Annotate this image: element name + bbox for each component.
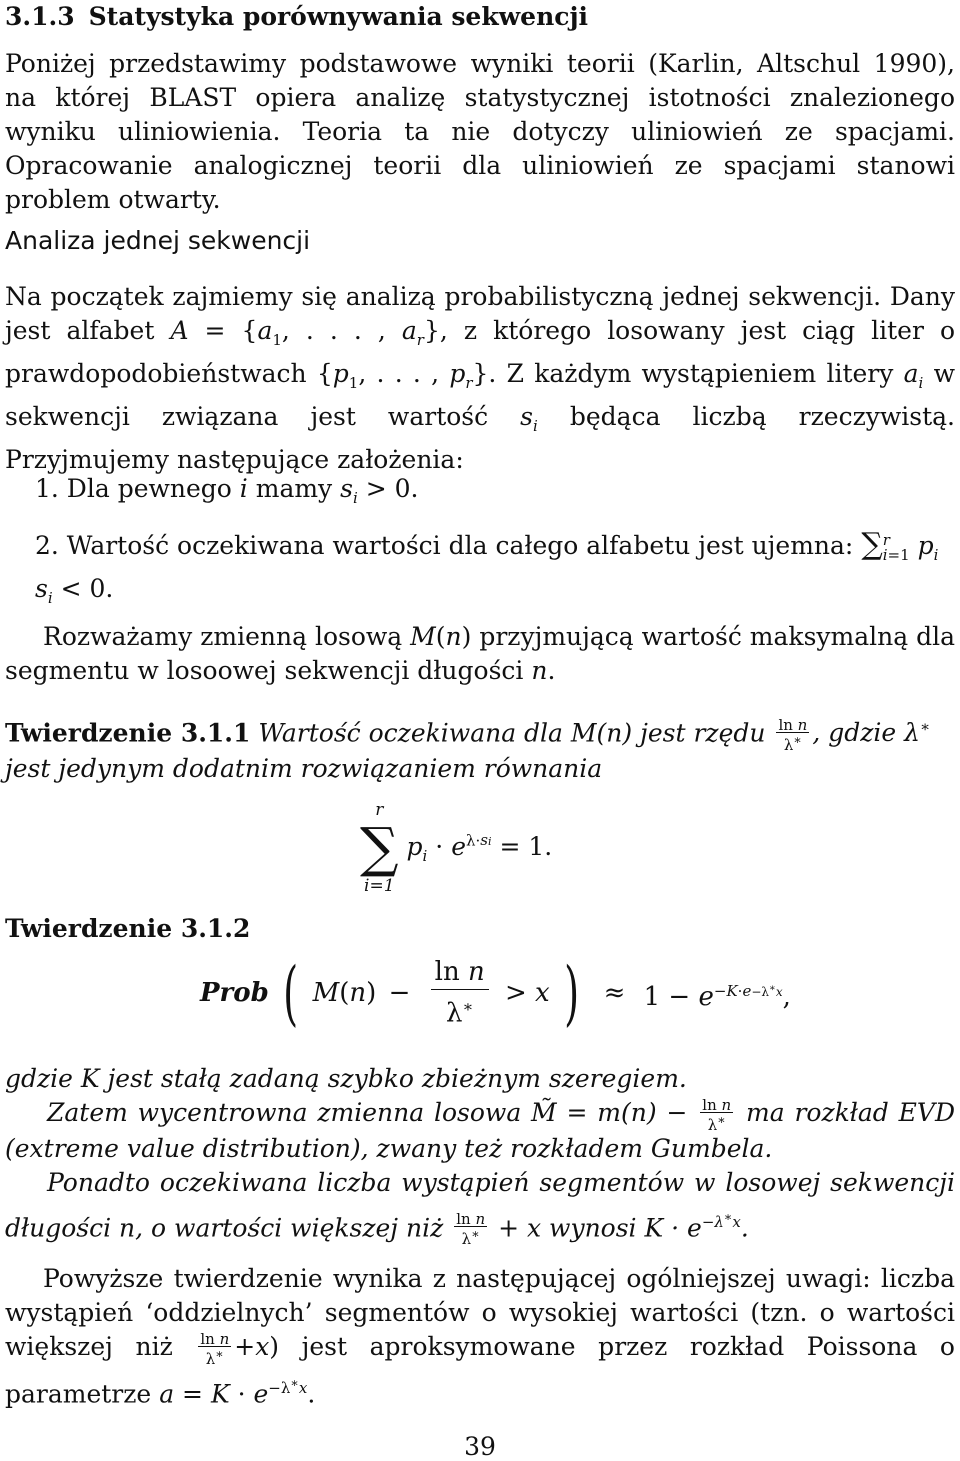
assumption-1: 1. Dla pewnego i mamy $s_i > 0$. — [35, 474, 419, 507]
subsection-title: Analiza jednej sekwencji — [5, 226, 311, 255]
theorem-2-label: Twierdzenie 3.1.2 — [5, 914, 251, 943]
alphabet-paragraph: Na początek zajmiemy się analizą probabilistyczną jednej sekwencji. Dany jest alfabet $A = \{a_1$, . . . , $a_r$}, z którego losowany jest ciąg liter o prawdopodobieństwach {$p_1$, . . . , $p_r$}. Z każdym wystąpieniem litery $a_i$ w sekwencji związana jest wartość $s_i$ będąca liczbą rzeczywistą. Przyjmujemy następujące założenia: — [5, 282, 956, 474]
assumption-2: 2. Wartość oczekiwana wartości dla całego alfabetu jest ujemna: ∑r i=1 $p_i$ $s_i < 0$. — [35, 527, 939, 607]
poisson-paragraph: Powyższe twierdzenie wynika z następującej ogólniejszej uwagi: liczba wystąpień ‘oddzielnych’ segmentów o wysokiej wartości (tzn. o wartości większej niż $\frac{\text{ln n}}{\lambda^∗}$ +x) jest aproksymowane przez rozkład Poissona o parametrze $a = K \cdot e^{-\lambda^∗x}$. — [5, 1264, 955, 1408]
equation-prob: Prob ( M(n) − $\frac{\text{ln n}}{\lambda^∗}$ > x ) ≈ $1 - e^{-K\cdot e-\lambda^∗x}$, — [200, 951, 791, 1034]
section-heading — [5, 0, 955, 34]
theorem-1: Twierdzenie 3.1.1 Wartość oczekiwana dla M(n) jest rzędu $\frac{\text{ln n}}{\lambda^∗}$ , gdzie λ∗ jest jedynym dodatnim rozwiązaniem równania — [5, 715, 931, 783]
theorem-1-label: Twierdzenie 3.1.1 — [5, 718, 251, 748]
page-number: 39 — [464, 1432, 496, 1461]
section-title: Statystyka porównywania sekwencji — [88, 2, 589, 31]
intro-paragraph: Poniżej przedstawimy podstawowe wyniki teorii (Karlin, Altschul 1990), na której BLAST opiera analizę statystycznej istotności znalezionego wyniku uliniowienia. Teoria ta nie dotyczy uliniowień ze spacjami. Opracowanie analogicznej teorii dla uliniowień ze spacjami stanowi problem otwarty. — [5, 49, 955, 214]
section-number: 3.1.3 — [5, 2, 75, 31]
equation-sum: r ∑ i=1 $p_i \cdot e^{\lambda\cdot si} = 1$. — [360, 800, 553, 896]
random-variable-paragraph: Rozważamy zmienną losową M(n) przyjmującą wartość maksymalną dla segmentu w losoowej sekwencji długości n. — [5, 622, 955, 685]
theorem-2-text: gdzie K jest stałą zadaną szybko zbieżnym szeregiem. Zatem wycentrowna zmienna losowa M̃ = m(n) − $\frac{\text{ln n}}{\lambda^∗}$ ma rozkład EVD (extreme value distribution), zwany też rozkładem Gumbela. Ponadto oczekiwana liczba wystąpień segmentów w losowej sekwencji długości n, o wartości większej niż $\frac{\text{ln n}}{\lambda^∗}$ + x wynosi $K \cdot e^{-\lambda^∗x}$. — [5, 1064, 955, 1249]
